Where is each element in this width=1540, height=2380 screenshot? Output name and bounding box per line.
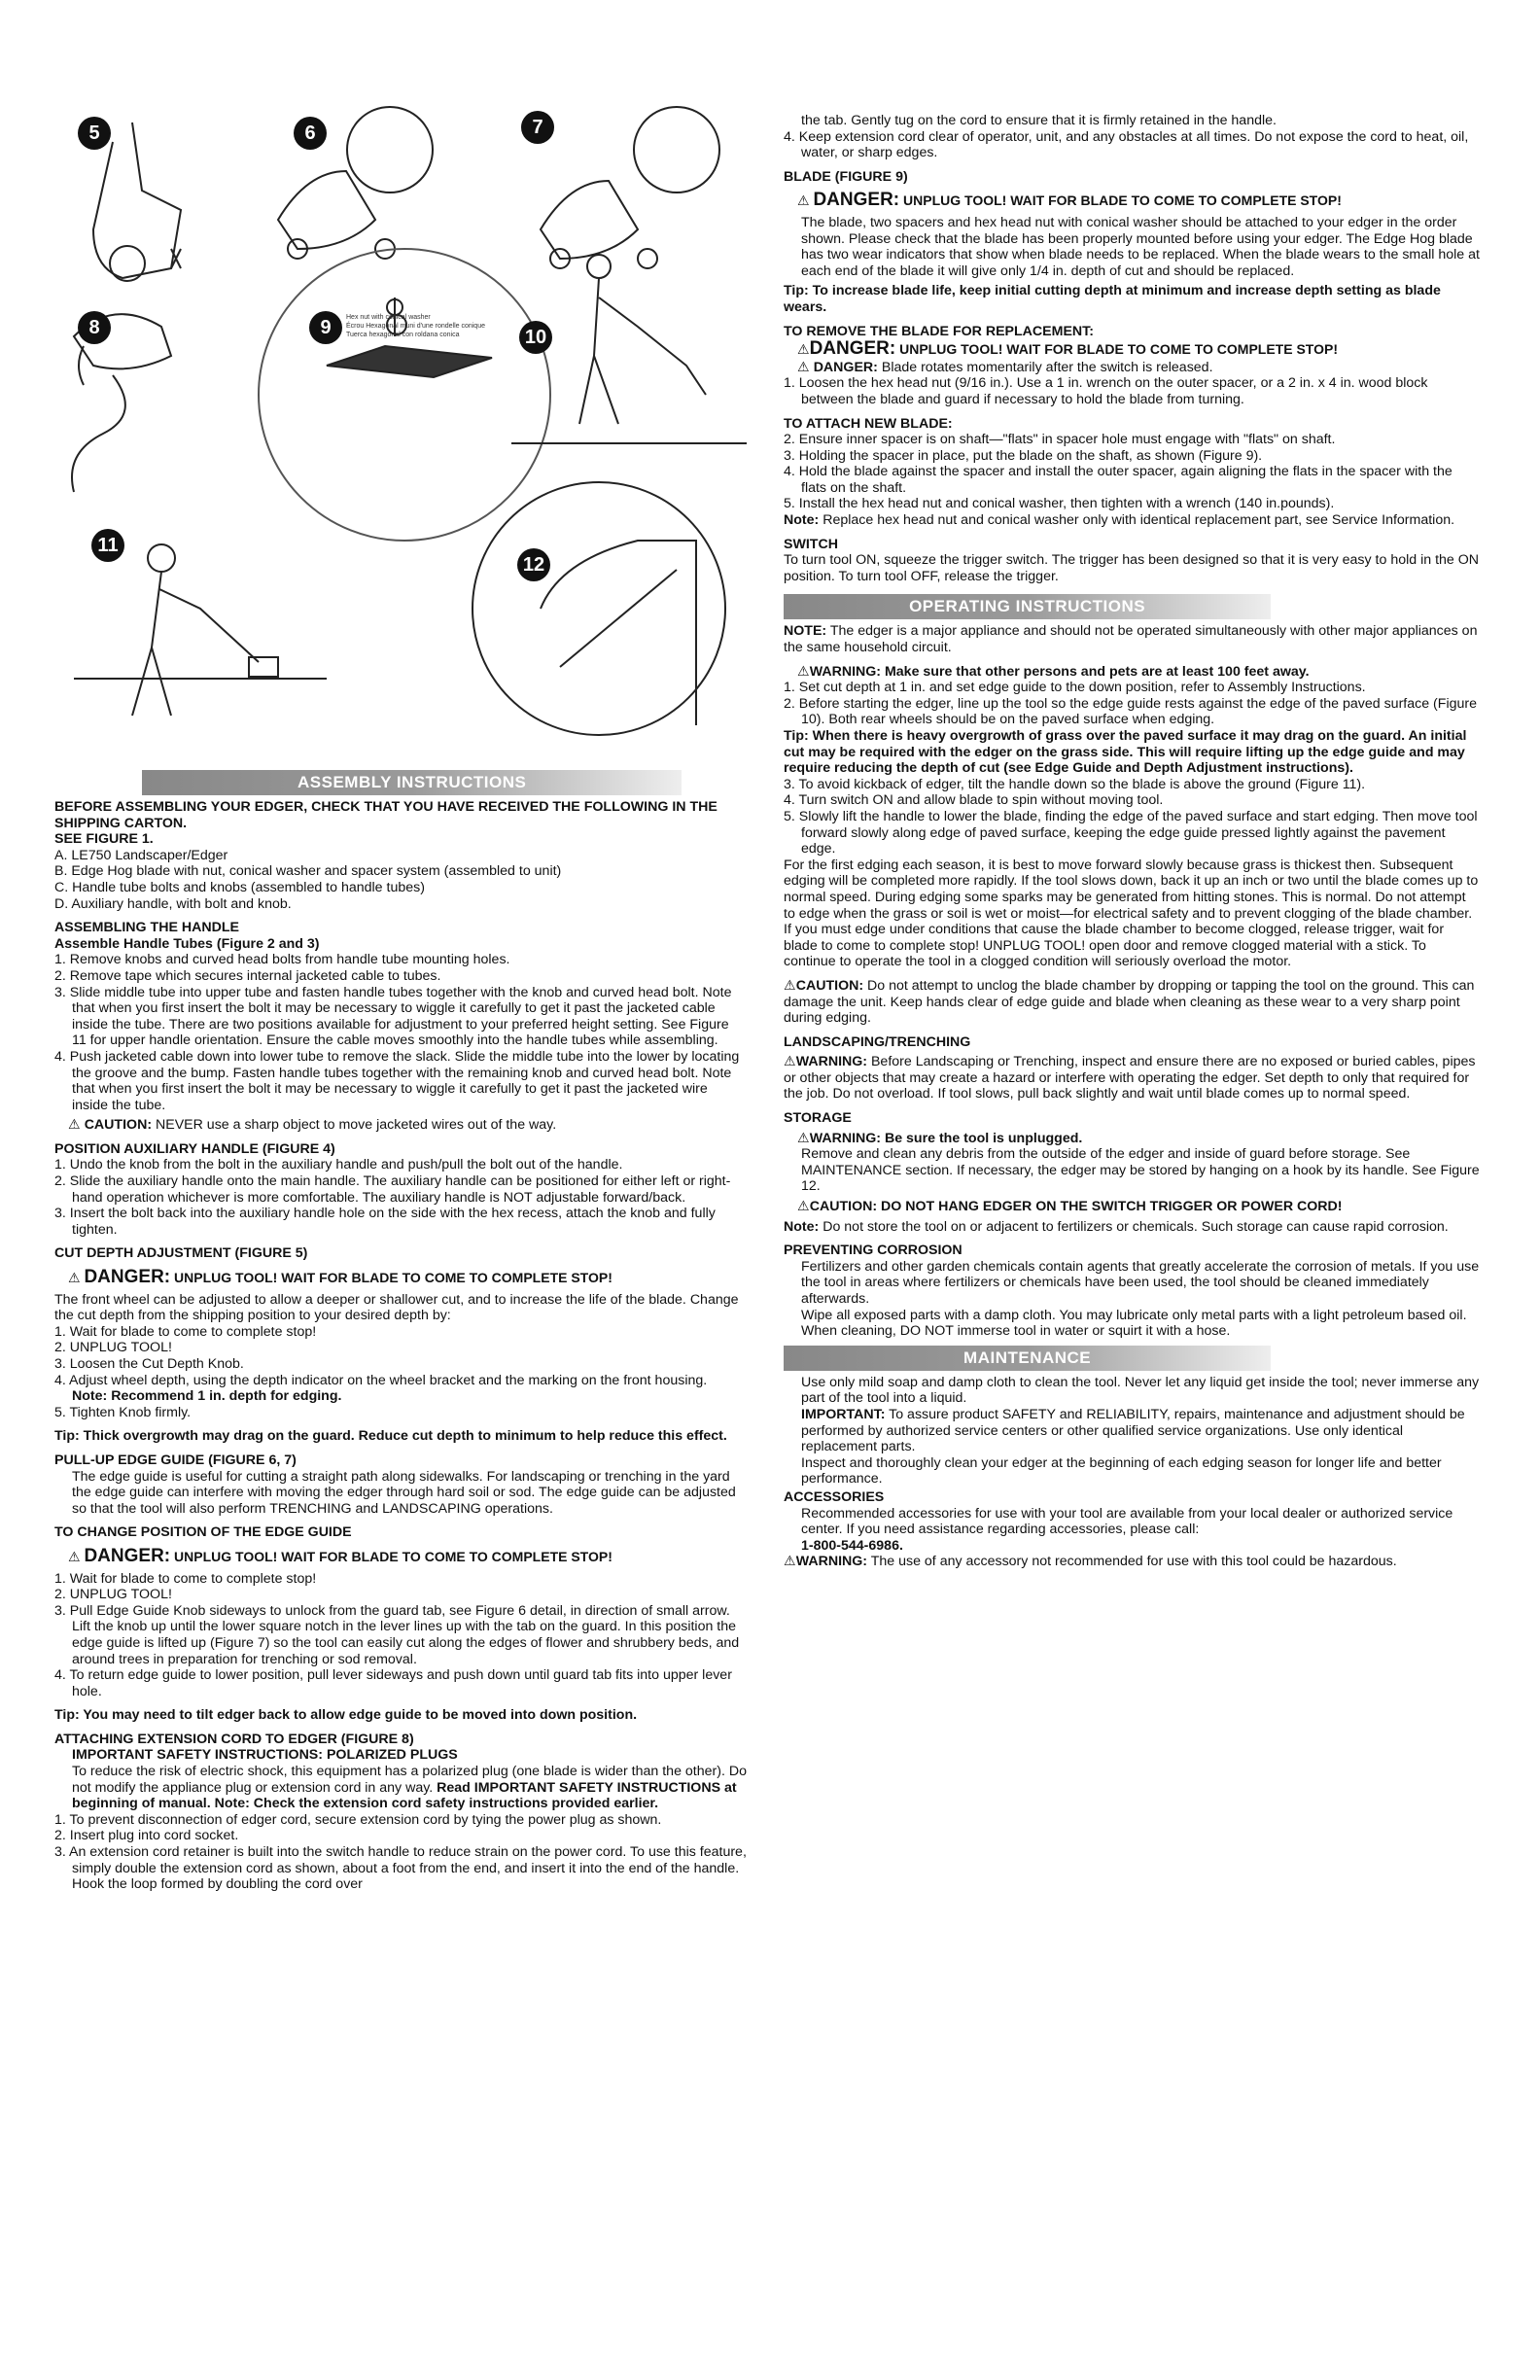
warning-triangle-icon: ⚠ [784,1054,796,1070]
heading-corrosion: PREVENTING CORROSION [784,1242,962,1259]
see-figure: SEE FIGURE 1. [54,831,154,848]
list-item: 4. Adjust wheel depth, using the depth indicator on the wheel bracket and the marking on the front housing. [54,1372,708,1388]
list-item: 1. To prevent disconnection of edger cord, secure extension cord by tying the power plug as shown. [54,1811,662,1828]
corrosion-text-3: When cleaning, DO NOT immerse tool in water or squirt it with a hose. [801,1323,1231,1340]
heading-accessories: ACCESSORIES [784,1488,885,1505]
operating-note: NOTE: The edger is a major appliance and should not be operated simultaneously with other major appliances on the same household circuit. [784,623,1478,656]
danger-notice: ⚠ DANGER: UNPLUG TOOL! WAIT FOR BLADE TO COME TO COMPLETE STOP! [68,1267,612,1288]
list-item: 4. Push jacketed cable down into lower tube to remove the slack. Slide the middle tube into the lower by locating the groove and the bump. Fasten handle tubes together with the remaining knob and curved head bolt. Note that when you first insert the bolt it may be necessary to wiggle it carefully to get it past the jacketed wire inside the tube. [54,1048,740,1113]
cut-depth-steps-2 [54,1405,747,1421]
list-item: 5. Slowly lift the handle to lower the blade, finding the edge of the paved surface and start edging. Then move tool forward slowly along edge of paved surface, keeping the edge guide pressed lightly against the pavement edge. [784,808,1478,858]
cut-depth-text: The front wheel can be adjusted to allow a deeper or shallower cut, and to increase the life of the blade. Change the cut depth from the shipping position to your desired depth by: [54,1291,739,1324]
tip-overgrowth: Tip: Thick overgrowth may drag on the guard. Reduce cut depth to minimum to help reduce this effect. [54,1428,727,1445]
accessories-warning: ⚠WARNING: The use of any accessory not recommended for use with this tool could be hazardous. [784,1554,1397,1570]
heading-switch: SWITCH [784,536,838,552]
heading-assembling-handle: ASSEMBLING THE HANDLE [54,920,239,936]
left-column [54,764,747,1893]
pull-up-text: The edge guide is useful for cutting a straight path along sidewalks. For landscaping or trenching in the yard the edge guide can interfere with moving the edger through hard soil or sod. The edge guide can be adjusted so that the tool will also perform TRENCHING and LANDSCAPING operations. [72,1468,736,1517]
list-item: 2. Before starting the edger, line up the tool so the edge guide rests against the edge of the paved surface (Figure 10). Both rear wheels should be on the paved surface when edging. [784,695,1477,728]
list-item: 1. Loosen the hex head nut (9/16 in.). Use a 1 in. wrench on the outer spacer, or a 2 in. x 4 in. wood block between the blade and guard if necessary to hold the blade from turning. [784,375,1428,407]
danger-blade-rotates: ⚠ DANGER: Blade rotates momentarily after the switch is released. [797,359,1213,375]
danger-notice: ⚠DANGER: UNPLUG TOOL! WAIT FOR BLADE TO COME TO COMPLETE STOP! [797,338,1338,360]
list-item: 4. To return edge guide to lower position, pull lever sideways and push down until guard tab fits into upper lever hole. [54,1667,732,1699]
heading-blade: BLADE (FIGURE 9) [784,168,908,185]
heading-aux-handle: POSITION AUXILIARY HANDLE (FIGURE 4) [54,1140,335,1157]
assembly-banner: ASSEMBLY INSTRUCTIONS [142,770,682,795]
list-item: 3. Pull Edge Guide Knob sideways to unlock from the guard tab, see Figure 6 detail, in direction of small arrow. Lift the knob up until the lower square notch in the lever lines up with the tab on the guard. In this position the edge guide is lifted up (Figure 7) so the tool can easily cut along the edges of flower and shrubbery beds, and around trees in preparation for trenching or sod removal. [54,1602,740,1667]
list-item: 5. Install the hex head nut and conical washer, then tighten with a wrench (140 in.pounds). [784,496,1335,512]
accessories-phone: 1-800-544-6986. [801,1537,903,1554]
heading-landscaping: LANDSCAPING/TRENCHING [784,1033,971,1050]
list-item: 3. To avoid kickback of edger, tilt the handle down so the blade is above the ground (Figure 11). [784,776,1366,792]
figure-11-label: 11 [91,529,124,562]
maintenance-important: IMPORTANT: To assure product SAFETY and RELIABILITY, repairs, maintenance and adjustment should be performed by authorized service centers or other qualified service organizations. Use only identical replacement parts. [801,1406,1465,1455]
warning-triangle-icon: ⚠ [68,1117,81,1134]
blade-text: The blade, two spacers and hex head nut with conical washer should be attached to your edger in the order shown. Please check that the blade has been properly mounted before using your edger. The Edge Hog blade has two wear indicators that show when blade needs to be replaced. When the blade wears to the small hole at each end of the blade it will give only 1/4 in. depth of cut and should be replaced. [801,214,1480,279]
guide-steps [54,1571,747,1700]
heading-change-guide: TO CHANGE POSITION OF THE EDGE GUIDE [54,1524,352,1541]
storage-warning: ⚠WARNING: Be sure the tool is unplugged. [797,1130,1083,1146]
maintenance-text-3: Inspect and thoroughly clean your edger at the beginning of each edging season for longer life and better performance. [801,1454,1442,1488]
heading-attach-blade: TO ATTACH NEW BLADE: [784,415,953,432]
part-c: C. Handle tube bolts and knobs (assembled to handle tubes) [54,879,425,895]
cut-depth-steps [54,1324,747,1388]
warning-triangle-icon: ⚠ [797,663,810,680]
cord-steps [784,129,1480,161]
warning-triangle-icon: ⚠ [797,1199,810,1215]
warning-triangle-icon: ⚠ [784,1554,796,1570]
right-column [784,113,1480,1570]
illustration-figures-5-12 [54,103,747,745]
heading-storage: STORAGE [784,1110,852,1127]
switch-text: To turn tool ON, squeeze the trigger switch. The trigger has been designed so that it is very easy to hold in the ON position. To turn tool OFF, release the trigger. [784,552,1480,584]
corrosion-text-2: Wipe all exposed parts with a damp cloth. You may lubricate only metal parts with a light petroleum based oil. [801,1307,1467,1323]
tip-blade-life: Tip: To increase blade life, keep initial cutting depth at minimum and increase depth setting as blade wears. [784,283,1441,315]
list-item: 4. Keep extension cord clear of operator, unit, and any obstacles at all times. Do not expose the cord to heat, oil, water, or sharp edges. [784,128,1469,161]
cord-continued: the tab. Gently tug on the cord to ensure that it is firmly retained in the handle. [801,113,1277,128]
storage-caution: ⚠CAUTION: DO NOT HANG EDGER ON THE SWITCH TRIGGER OR POWER CORD! [797,1199,1343,1215]
storage-text: Remove and clean any debris from the outside of the edger and inside of guard before storage. See MAINTENANCE section. If necessary, the edger may be stored by hanging on a hook by its handle. See Figure 12. [801,1146,1480,1195]
blade-note: Note: Replace hex head nut and conical washer only with identical replacement part, see Service Information. [784,512,1455,529]
handle-steps [54,952,747,1113]
list-item: 1. Wait for blade to come to complete stop! [54,1570,317,1587]
list-item: 1. Undo the knob from the bolt in the auxiliary handle and push/pull the bolt out of the handle. [54,1157,623,1173]
warning-triangle-icon: ⚠ [68,1270,81,1286]
illustration-area [54,103,747,745]
warning-persons-pets: ⚠WARNING: Make sure that other persons and pets are at least 100 feet away. [797,663,1310,680]
subheading-polarized: IMPORTANT SAFETY INSTRUCTIONS: POLARIZED PLUGS [72,1747,458,1764]
cut-depth-note: Note: Recommend 1 in. depth for edging. [72,1388,342,1405]
operating-steps-1 [784,680,1480,728]
list-item: 1. Set cut depth at 1 in. and set edge guide to the down position, refer to Assembly Instructions. [784,680,1366,696]
remove-steps [784,375,1480,407]
aux-steps [54,1157,747,1238]
heading-cut-depth: CUT DEPTH ADJUSTMENT (FIGURE 5) [54,1245,308,1262]
warning-triangle-icon: ⚠ [797,359,810,375]
list-item: 3. Holding the spacer in place, put the blade on the shaft, as shown (Figure 9). [784,447,1263,464]
list-item: 2. UNPLUG TOOL! [54,1587,172,1603]
figure-9-caption: Hex nut with conical washer Écrou Hexagonal muni d'une rondelle conique Tuerca hexagonal con roldana conica [346,314,485,338]
polarized-text: To reduce the risk of electric shock, this equipment has a polarized plug (one blade is wider than the other). Do not modify the appliance plug or extension cord in any way. Read IMPORTANT SAFETY INSTRUCTIONS at beginning of manual. Note: Check the extension cord safety instructions provided earlier. [72,1764,747,1812]
part-a: A. LE750 Landscaper/Edger [54,847,228,863]
heading-remove-blade: TO REMOVE THE BLADE FOR REPLACEMENT: [784,323,1094,339]
warning-triangle-icon: ⚠ [68,1548,81,1564]
list-item: 4. Hold the blade against the spacer and install the outer spacer, again aligning the flats in the spacer with the flats on the shaft. [784,464,1452,496]
list-item: 2. Ensure inner spacer is on shaft—"flats" in spacer hole must engage with "flats" on shaft. [784,432,1336,448]
figure-8-label: 8 [78,311,111,344]
caution-sharp-object: ⚠ CAUTION: NEVER use a sharp object to move jacketed wires out of the way. [68,1117,557,1134]
warning-triangle-icon: ⚠ [797,341,810,358]
caution-unclog: ⚠CAUTION: Do not attempt to unclog the blade chamber by dropping or tapping the tool on the ground. This can damage the unit. Keep hands clear of edge guide and blade when cleaning as these wear to a very sharp point during edging. [784,977,1475,1027]
first-edging-text: For the first edging each season, it is best to move forward slowly because grass is thickest then. Subsequent edging will be completed more rapidly. If the tool slows down, back it up an inch or two until the blade comes up to normal speed. During edging some sparks may be generated from hitting stones. This is normal. Do not attempt to edge when the grass or soil is wet or moist—for electrical safety and to prevent clogging of the blade chamber. If you must edge under conditions that cause the blade chamber to become clogged, release trigger, wait for blade to come to complete stop! UNPLUG TOOL! open door and remove clogged material with a stick. To continue to operate the tool in a clogged condition will seriously overload the motor. [784,857,1479,970]
tip-tilt-edger: Tip: You may need to tilt edger back to allow edge guide to be moved into down position. [54,1707,638,1724]
warning-triangle-icon: ⚠ [797,192,810,209]
heading-pull-up-guide: PULL-UP EDGE GUIDE (FIGURE 6, 7) [54,1452,297,1468]
warning-triangle-icon: ⚠ [797,1130,810,1146]
attach-steps [784,432,1480,512]
figure-12-label: 12 [517,548,550,581]
storage-note: Note: Do not store the tool on or adjacent to fertilizers or chemicals. Such storage can cause rapid corrosion. [784,1218,1449,1235]
list-item: 3. An extension cord retainer is built into the switch handle to reduce strain on the power cord. To use this feature, simply double the extension cord as shown, about a foot from the end, and insert it into the end of the handle. Hook the loop formed by doubling the cord over [54,1844,747,1893]
list-item: 1. Remove knobs and curved head bolts from handle tube mounting holes. [54,952,510,968]
list-item: 2. UNPLUG TOOL! [54,1340,172,1356]
part-b: B. Edge Hog blade with nut, conical washer and spacer system (assembled to unit) [54,863,562,880]
list-item: 3. Loosen the Cut Depth Knob. [54,1356,244,1372]
subheading-handle-tubes: Assemble Handle Tubes (Figure 2 and 3) [54,935,320,952]
list-item: 2. Remove tape which secures internal jacketed cable to tubes. [54,967,441,984]
figure-7-label: 7 [521,111,554,144]
list-item: 3. Slide middle tube into upper tube and fasten handle tubes together with the knob and curved head bolt. Note that when you first insert the bolt it may be necessary to wiggle it carefully to get it past the jacketed cable inside the tube. There are two positions available for adjustment to your preferred height setting. See Figure 11 for upper handle orientation. Ensure the cable moves smoothly into the handle tubes while assembling. [54,984,732,1049]
list-item: 3. Insert the bolt back into the auxiliary handle hole on the side with the hex recess, attach the knob and fully tighten. [54,1206,716,1238]
figure-6-label: 6 [294,117,327,150]
operating-steps-2 [784,777,1480,858]
figure-10-label: 10 [519,321,552,354]
list-item: 4. Turn switch ON and allow blade to spin without moving tool. [784,792,1164,809]
danger-notice: ⚠ DANGER: UNPLUG TOOL! WAIT FOR BLADE TO COME TO COMPLETE STOP! [797,190,1342,211]
list-item: 5. Tighten Knob firmly. [54,1404,192,1420]
danger-notice: ⚠ DANGER: UNPLUG TOOL! WAIT FOR BLADE TO COME TO COMPLETE STOP! [68,1545,612,1566]
heading-extension-cord: ATTACHING EXTENSION CORD TO EDGER (FIGURE 8) [54,1731,414,1747]
list-item: 1. Wait for blade to come to complete stop! [54,1323,317,1340]
before-assembling: BEFORE ASSEMBLING YOUR EDGER, CHECK THAT YOU HAVE RECEIVED THE FOLLOWING IN THE SHIPPING CARTON. [54,799,718,831]
tip-heavy-overgrowth: Tip: When there is heavy overgrowth of grass over the paved surface it may drag on the guard. An initial cut may be required with the edger on the grass side. This will require lifting up the edge guide and may require reducing the depth of cut (see Edge Guide and Depth Adjustment instructions). [784,728,1467,777]
list-item: 2. Insert plug into cord socket. [54,1828,239,1844]
maintenance-text-1: Use only mild soap and damp cloth to clean the tool. Never let any liquid get inside the tool; never immerse any part of the tool into a liquid. [801,1374,1480,1407]
warning-triangle-icon: ⚠ [784,977,796,994]
maintenance-banner: MAINTENANCE [784,1346,1271,1371]
part-d: D. Auxiliary handle, with bolt and knob. [54,895,292,912]
figure-5-label: 5 [78,117,111,150]
extension-steps [54,1812,747,1893]
list-item: 2. Slide the auxiliary handle onto the main handle. The auxiliary handle can be positioned for either left or right-hand operation whichever is more comfortable. The auxiliary handle is NOT adjustable forward/back. [54,1173,731,1206]
operating-banner: OPERATING INSTRUCTIONS [784,594,1271,619]
landscaping-warning: ⚠WARNING: Before Landscaping or Trenching, inspect and ensure there are no exposed or buried cables, pipes or other objects that may create a hazard or interfere with operating the edger. Set depth to only that required for the job. Do not overload. If tool slows, pull back slightly and wait until blade comes up to normal speed. [784,1054,1476,1102]
figure-9-label: 9 [309,311,342,344]
corrosion-text-1: Fertilizers and other garden chemicals contain agents that greatly accelerate the corrosion of metals. If you use the tool in areas where fertilizers or chemicals have been used, the tool should be cleaned immediately afterwards. [801,1258,1480,1307]
accessories-text: Recommended accessories for use with your tool are available from your local dealer or authorized service center. If you need assistance regarding accessories, please call: [801,1505,1453,1538]
